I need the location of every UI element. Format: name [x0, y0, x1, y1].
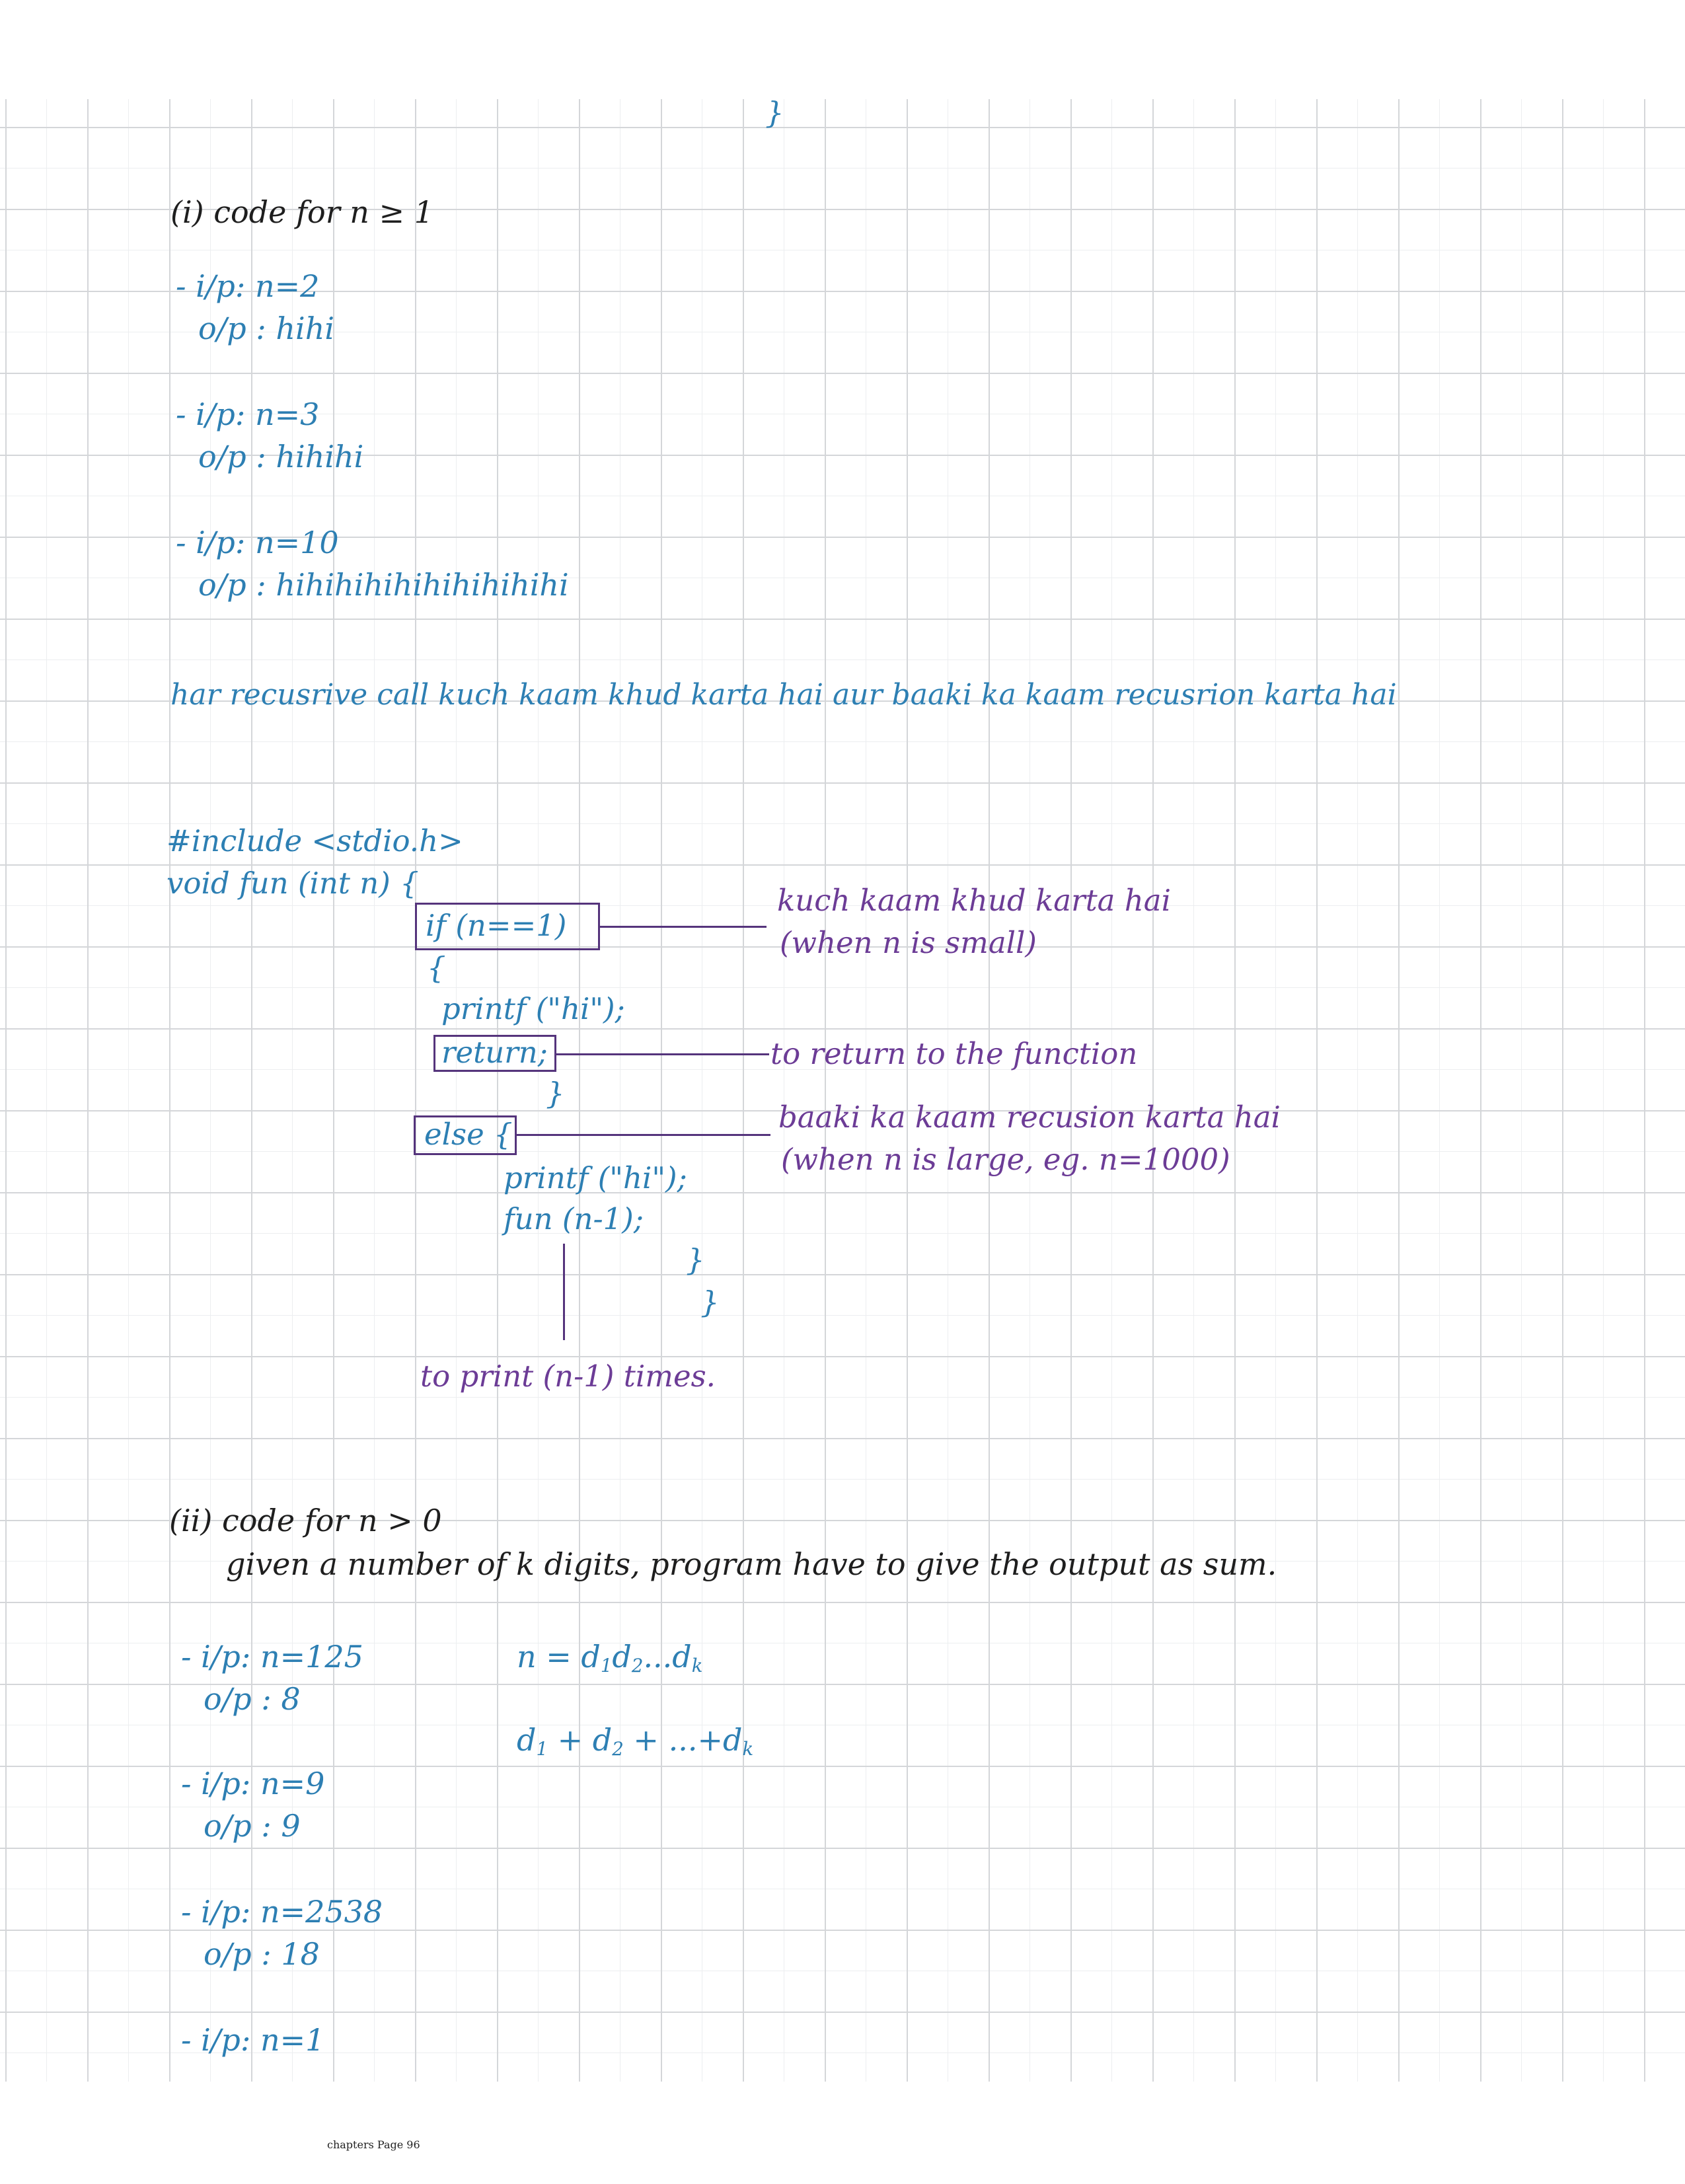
- section2-example3-output: o/p : 18: [204, 1936, 320, 1972]
- if-annotation-connector: [600, 926, 767, 928]
- code-line-if: if (n==1): [426, 908, 567, 943]
- section1-example3-input: - i/p: n=10: [176, 525, 339, 560]
- else-annotation-connector: [517, 1134, 770, 1136]
- if-annotation-line-1: kuch kaam khud karta hai: [777, 883, 1172, 918]
- code-line-function-signature: void fun (int n) {: [167, 866, 419, 901]
- section1-example2-input: - i/p: n=3: [176, 396, 320, 432]
- code-line-recursive-call: fun (n-1);: [504, 1201, 644, 1236]
- code-line-else: else {: [424, 1117, 513, 1152]
- section2-example2-input: - i/p: n=9: [181, 1766, 325, 1801]
- if-annotation-line-2: (when n is small): [780, 925, 1037, 960]
- call-annotation: to print (n-1) times.: [420, 1359, 716, 1394]
- code-line-close-brace-1: }: [546, 1076, 565, 1111]
- code-line-open-brace: {: [427, 950, 446, 985]
- formula-sum-sub1: 1: [536, 1737, 548, 1760]
- formula-n-prefix: n = d: [517, 1639, 601, 1675]
- section1-example1-output: o/p : hihi: [198, 311, 335, 346]
- digit-decomposition-formula: [517, 1641, 702, 1675]
- page-footer: chapters Page 96: [327, 2138, 420, 2151]
- formula-n-sub2: 2: [631, 1654, 644, 1676]
- code-line-return: return;: [441, 1035, 548, 1070]
- digit-sum-formula: [517, 1722, 754, 1760]
- code-line-printf-2: printf ("hi");: [504, 1160, 687, 1195]
- section2-example1-input: - i/p: n=125: [181, 1639, 363, 1675]
- formula-n-mid: d: [612, 1639, 632, 1675]
- section2-description: given a number of k digits, program have to give the output as sum.: [226, 1546, 1277, 1582]
- return-annotation-connector: [556, 1053, 769, 1055]
- section1-heading: (i) code for n ≥ 1: [170, 194, 433, 230]
- section2-heading: (ii) code for n > 0: [169, 1503, 442, 1538]
- formula-n-subk: k: [691, 1654, 703, 1676]
- section2-example4-input: - i/p: n=1: [181, 2022, 325, 2058]
- else-annotation-line-2: (when n is large, eg. n=1000): [781, 1142, 1230, 1177]
- formula-sum-prefix: d: [517, 1722, 537, 1758]
- section1-example2-output: o/p : hihihi: [198, 439, 364, 474]
- section1-example1-input: - i/p: n=2: [176, 268, 320, 304]
- section1-example3-output: o/p : hihihihihihihihihihi: [198, 567, 569, 603]
- code-line-close-brace-3: }: [700, 1285, 720, 1320]
- formula-sum-dots: + ...+d: [623, 1722, 743, 1758]
- code-line-printf-1: printf ("hi");: [441, 991, 625, 1026]
- code-line-include: #include <stdio.h>: [167, 823, 463, 858]
- else-annotation-line-1: baaki ka kaam recusion karta hai: [778, 1100, 1281, 1135]
- formula-n-dots: ...d: [643, 1639, 692, 1675]
- return-annotation: to return to the function: [770, 1036, 1138, 1071]
- section2-example2-output: o/p : 9: [204, 1808, 301, 1844]
- call-annotation-connector: [563, 1244, 565, 1340]
- top-closing-brace: }: [765, 95, 784, 130]
- section2-example1-output: o/p : 8: [204, 1681, 301, 1717]
- section2-example3-input: - i/p: n=2538: [181, 1894, 383, 1930]
- formula-sum-sub2: 2: [612, 1737, 624, 1760]
- section1-recursion-note: har recusrive call kuch kaam khud karta hai aur baaki ka kaam recusrion karta hai: [170, 678, 1397, 712]
- formula-n-sub1: 1: [600, 1654, 613, 1676]
- code-line-close-brace-2: }: [686, 1242, 705, 1277]
- formula-sum-mid: + d: [548, 1722, 613, 1758]
- formula-sum-subk: k: [742, 1737, 754, 1760]
